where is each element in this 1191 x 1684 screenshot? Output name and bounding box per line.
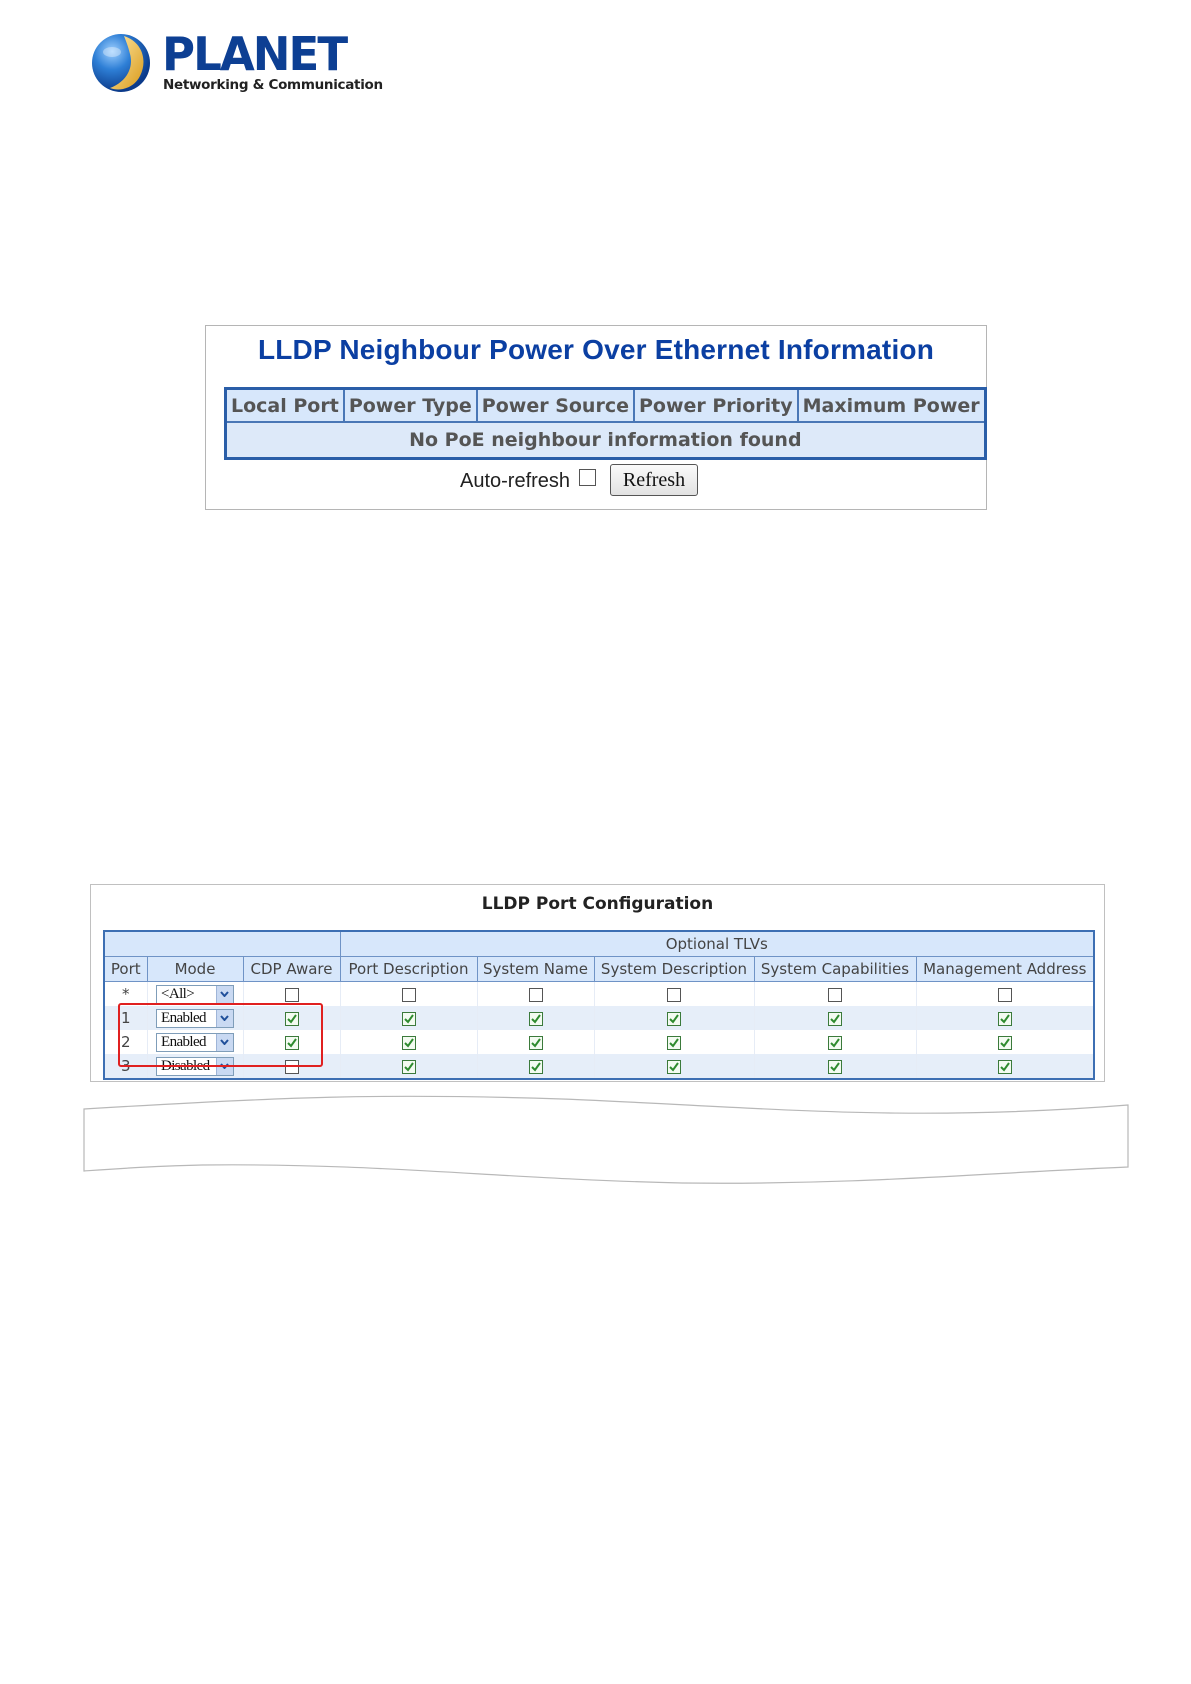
management-address-cell xyxy=(916,1054,1094,1079)
system-capabilities-checkbox[interactable] xyxy=(828,1012,842,1026)
system-description-checkbox[interactable] xyxy=(667,1060,681,1074)
port-config-title: LLDP Port Configuration xyxy=(481,894,714,914)
logo-wordmark: PLANET xyxy=(162,27,347,81)
system-capabilities-cell xyxy=(754,1006,916,1030)
system-name-cell xyxy=(477,982,594,1007)
management-address-checkbox[interactable] xyxy=(998,988,1012,1002)
planet-logo xyxy=(90,27,383,100)
management-address-cell xyxy=(916,1006,1094,1030)
port-cell: * xyxy=(104,982,147,1007)
system-capabilities-checkbox[interactable] xyxy=(828,1060,842,1074)
highlight-box xyxy=(118,1003,323,1067)
system-name-cell xyxy=(477,1030,594,1054)
system-name-cell xyxy=(477,1054,594,1079)
system-description-checkbox[interactable] xyxy=(667,1012,681,1026)
port-description-cell xyxy=(340,1030,477,1054)
system-capabilities-checkbox[interactable] xyxy=(828,988,842,1002)
port-description-checkbox[interactable] xyxy=(402,988,416,1002)
chevron-down-icon[interactable] xyxy=(216,986,233,1003)
column-header-power-priority: Power Priority xyxy=(634,389,798,423)
port-cell: 2 xyxy=(104,1030,147,1054)
column-header-system-name: System Name xyxy=(477,957,594,982)
logo-tagline: Networking & Communication xyxy=(163,77,383,93)
port-description-checkbox[interactable] xyxy=(402,1060,416,1074)
port-cell: 3 xyxy=(104,1054,147,1079)
column-header-local-port: Local Port xyxy=(226,389,344,423)
management-address-checkbox[interactable] xyxy=(998,1036,1012,1050)
group-header-row xyxy=(104,931,1094,957)
port-description-cell xyxy=(340,982,477,1007)
system-capabilities-cell xyxy=(754,982,916,1007)
column-header-port: Port xyxy=(104,957,147,982)
mode-select[interactable] xyxy=(156,985,234,1004)
column-header-system-description: System Description xyxy=(594,957,754,982)
port-description-checkbox[interactable] xyxy=(402,1036,416,1050)
column-header-row xyxy=(104,957,1094,982)
optional-tlvs-header: Optional TLVs xyxy=(340,931,1094,957)
poe-table xyxy=(224,387,987,460)
neighbour-poe-panel xyxy=(205,325,987,510)
mode-select-value: Enabled xyxy=(161,1009,206,1026)
system-capabilities-cell xyxy=(754,1030,916,1054)
system-name-checkbox[interactable] xyxy=(529,1060,543,1074)
group-header-blank xyxy=(104,931,340,957)
column-header-maximum-power: Maximum Power xyxy=(798,389,986,423)
column-header-management-address: Management Address xyxy=(916,957,1094,982)
empty-message: No PoE neighbour information found xyxy=(226,422,986,459)
column-header-mode: Mode xyxy=(147,957,243,982)
management-address-checkbox[interactable] xyxy=(998,1060,1012,1074)
system-description-checkbox[interactable] xyxy=(667,1036,681,1050)
port-cell: 1 xyxy=(104,1006,147,1030)
column-header-cdp-aware: CDP Aware xyxy=(243,957,340,982)
auto-refresh-checkbox[interactable] xyxy=(579,469,596,486)
column-header-power-source: Power Source xyxy=(477,389,634,423)
poe-table-header xyxy=(226,389,986,423)
refresh-button[interactable]: Refresh xyxy=(610,464,698,496)
refresh-controls xyxy=(206,464,986,498)
system-capabilities-cell xyxy=(754,1054,916,1079)
mode-select-value: <All> xyxy=(161,985,195,1002)
system-name-checkbox[interactable] xyxy=(529,1036,543,1050)
column-header-port-description: Port Description xyxy=(340,957,477,982)
column-header-power-type: Power Type xyxy=(344,389,477,423)
system-name-checkbox[interactable] xyxy=(529,1012,543,1026)
system-description-cell xyxy=(594,1054,754,1079)
system-name-checkbox[interactable] xyxy=(529,988,543,1002)
system-description-checkbox[interactable] xyxy=(667,988,681,1002)
page-title: LLDP Neighbour Power Over Ethernet Information xyxy=(257,334,935,365)
column-header-system-capabilities: System Capabilities xyxy=(754,957,916,982)
management-address-cell xyxy=(916,982,1094,1007)
globe-icon xyxy=(90,32,152,94)
port-description-cell xyxy=(340,1006,477,1030)
table-row xyxy=(226,422,986,459)
port-description-cell xyxy=(340,1054,477,1079)
mode-select-value: Enabled xyxy=(161,1033,206,1050)
system-description-cell xyxy=(594,982,754,1007)
auto-refresh-label: Auto-refresh xyxy=(460,470,571,492)
cdp-aware-checkbox[interactable] xyxy=(285,988,299,1002)
management-address-cell xyxy=(916,1030,1094,1054)
system-capabilities-checkbox[interactable] xyxy=(828,1036,842,1050)
management-address-checkbox[interactable] xyxy=(998,1012,1012,1026)
system-description-cell xyxy=(594,1006,754,1030)
system-name-cell xyxy=(477,1006,594,1030)
port-description-checkbox[interactable] xyxy=(402,1012,416,1026)
mode-select-value: Disabled xyxy=(161,1057,210,1074)
torn-paper-edge xyxy=(82,1093,1132,1187)
system-description-cell xyxy=(594,1030,754,1054)
